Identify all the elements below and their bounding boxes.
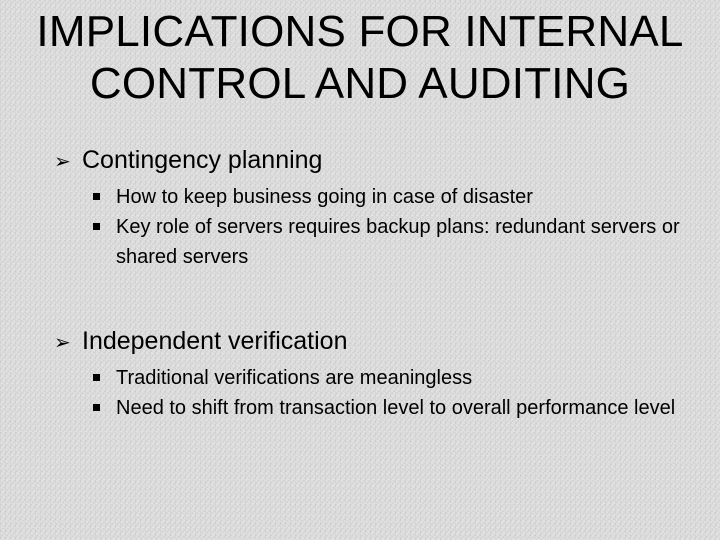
main-bullet-contingency-planning xyxy=(54,142,694,179)
square-bullet-icon xyxy=(92,182,116,212)
square-bullet-icon xyxy=(92,393,116,423)
arrow-bullet-icon: ➢ xyxy=(54,149,71,173)
sub-bullet-item xyxy=(92,182,694,212)
slide-title xyxy=(0,6,720,110)
square-bullet-icon xyxy=(92,363,116,393)
sub-bullet-item xyxy=(92,212,694,272)
title-line-1: IMPLICATIONS FOR INTERNAL xyxy=(36,7,684,56)
sub-bullet-item xyxy=(92,363,694,393)
title-line-2: CONTROL AND AUDITING xyxy=(89,59,631,108)
main-bullet-label: Independent verification xyxy=(82,327,348,355)
sub-bullet-text: Key role of servers requires backup plans: redundant servers or shared servers xyxy=(116,216,680,268)
sub-bullet-text: Need to shift from transaction level to overall performance level xyxy=(116,397,676,419)
main-bullet-independent-verification xyxy=(54,323,694,360)
sub-bullet-list xyxy=(92,182,694,272)
sub-bullet-text: Traditional verifications are meaningless xyxy=(116,367,473,389)
main-bullet-label: Contingency planning xyxy=(82,146,323,174)
section-contingency-planning xyxy=(54,142,694,272)
square-bullet-icon xyxy=(92,212,116,242)
sub-bullet-list xyxy=(92,363,694,423)
arrow-bullet-icon: ➢ xyxy=(54,330,71,354)
sub-bullet-item xyxy=(92,393,694,423)
section-independent-verification xyxy=(54,323,694,423)
sub-bullet-text: How to keep business going in case of disaster xyxy=(116,186,533,208)
